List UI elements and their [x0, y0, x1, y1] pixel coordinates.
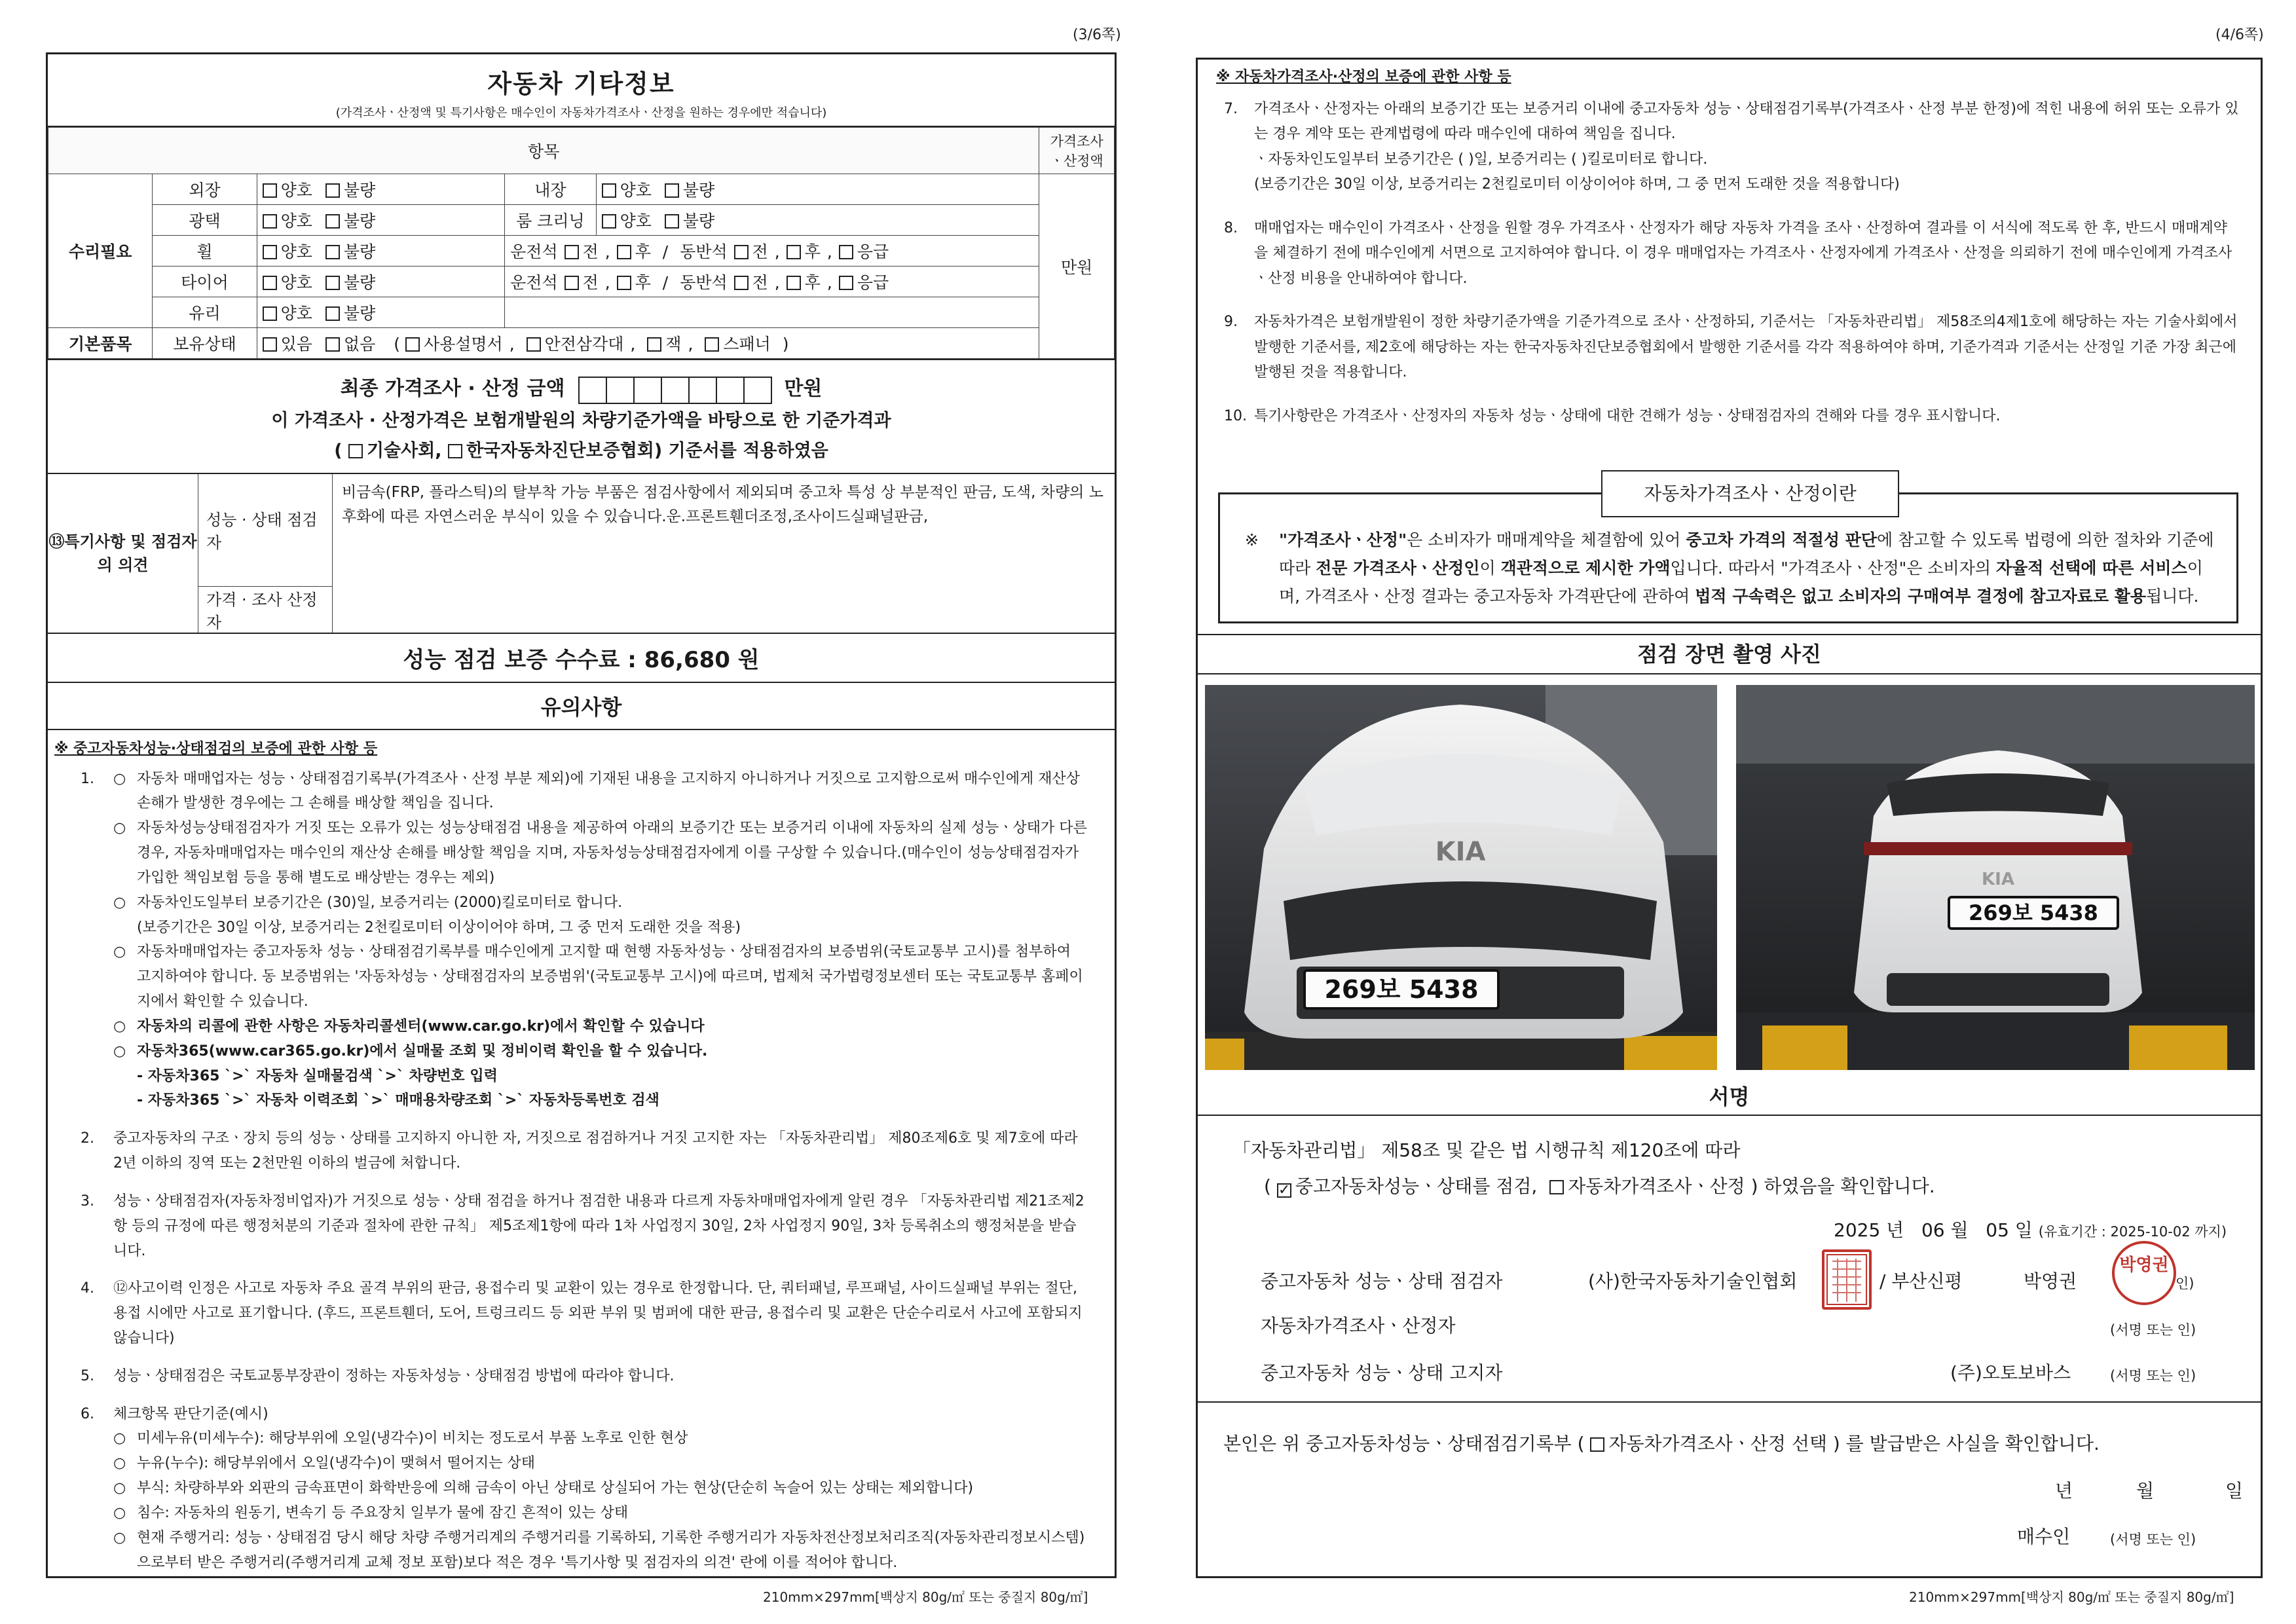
front-photo [1205, 685, 1717, 1070]
room-cleaning-checks: 양호 불량 [596, 205, 1039, 236]
notice-item-5: 5. 성능ㆍ상태점검은 국토교통부장관이 정하는 자동차성능ㆍ상태점검 방법에 따라야 합니다. [81, 1367, 675, 1384]
rear-car-illustration [1736, 685, 2255, 1070]
inspection-table [48, 127, 1115, 359]
group-basic: 기본품목 [48, 328, 153, 359]
checkbox[interactable] [565, 245, 579, 259]
tire-checks: 양호 불량 [257, 267, 504, 297]
signature-title: 서명 [1196, 1078, 2263, 1116]
inspector-seal: 박영권 [2112, 1241, 2176, 1305]
special-notes-text: 비금속(FRP, 플라스틱)의 탈부착 가능 부품은 점검사항에서 제외되며 중고차 특성 상 부분적인 판금, 도색, 차량의 노후화에 따른 자연스러운 부식이 있을 수 있습니다.운.프론트휀더조정,조사이드실패널판금, [342, 483, 1103, 525]
definition-mark: ※ [1245, 530, 1259, 549]
role-notifier: 중고자동차 성능ㆍ상태 고지자 [1261, 1362, 1503, 1384]
seal-pattern-icon [1824, 1252, 1869, 1307]
header-price: 가격조사ㆍ산정액 [1039, 128, 1115, 174]
checkbox[interactable] [565, 276, 579, 290]
checkbox[interactable] [734, 276, 749, 290]
row-polish-label: 광택 [153, 205, 257, 236]
organization-seal [1822, 1249, 1872, 1310]
receipt-statement: 본인은 위 중고자동차성능ㆍ상태점검기록부 ( 자동차가격조사ㆍ산정 선택 ) 를 발급받은 사실을 확인합니다. [1223, 1433, 2100, 1454]
checkbox[interactable] [839, 245, 853, 259]
definition-title: 자동차가격조사ㆍ산정이란 [1601, 470, 1899, 517]
checkbox[interactable] [602, 183, 616, 198]
notifier-sign: (서명 또는 인) [2110, 1368, 2196, 1384]
special-inspector-label: 성능 · 상태 점검자 [206, 511, 318, 553]
notifier-name: (주)오토보바스 [1950, 1362, 2071, 1384]
checkbox[interactable] [705, 337, 719, 352]
page-subtitle: (가격조사ㆍ산정액 및 특기사항은 매수인이 자동차가격조사ㆍ산정을 원하는 경우에만 적습니다) [335, 106, 827, 120]
checkbox[interactable] [734, 245, 749, 259]
price-notice-10: 10. 특기사항란은 가격조사ㆍ산정자의 자동차 성능ㆍ상태에 대한 견해가 성능ㆍ상태점검자의 견해와 다를 경우 표시합니다. [1224, 407, 2001, 424]
issue-date: 2025 년 06 월 05 일 (유효기간 : 2025-10-02 까지) [1834, 1219, 2227, 1241]
definition-box: ※ "가격조사ㆍ산정"은 소비자가 매매계약을 체결함에 있어 중고차 가격의 적절성 판단에 참고할 수 있도록 법령에 의한 절차와 기준에 따라 전문 가격조사ㆍ산정인이 객관적으로 제시한 가액입니다. 따라서 "가격조사ㆍ산정"은 소비자의 자율적 선택에 따른 서비스이며, 가격조사ㆍ산정 결과는 중고자동차 가격판단에 관하여 법적 구속력은 없고 소비자의 구매여부 결정에 참고자료로 활용됩니다. [1218, 492, 2238, 623]
group-repair: 수리필요 [48, 174, 153, 328]
checkbox[interactable] [263, 337, 277, 352]
row-exterior-label: 외장 [153, 174, 257, 205]
row-tire-label: 타이어 [153, 267, 257, 297]
divider [1196, 1401, 2263, 1403]
polish-checks: 양호 불량 [257, 205, 504, 236]
page-title: 자동차 기타정보 [487, 69, 675, 98]
wheel-checks: 양호 불량 [257, 236, 504, 267]
photo-section-title: 점검 장면 촬영 사진 [1196, 634, 2263, 674]
checkbox-inspect-checked[interactable] [1277, 1183, 1291, 1198]
inspector-org: (사)한국자동차기술인협회 [1588, 1270, 1798, 1292]
price-notice-8: 8. 매매업자는 매수인이 가격조사ㆍ산정을 원할 경우 가격조사ㆍ산정자가 해당 자동차 가격을 조사ㆍ산정하여 결과를 이 서식에 적도록 한 후, 반드시 매매계약을 체결하기 전에 매수인에게 서면으로 고지하여야 합니다. 이 경우 매매업자는 가격조사ㆍ산정자에게 가격조사ㆍ산정을 의뢰하기 전에 매수인에게 가격조사ㆍ산정 비용을 안내하여야 합니다. [1224, 219, 2232, 287]
checkbox[interactable] [325, 214, 340, 229]
seal-suffix: 인) [2176, 1276, 2194, 1291]
inspector-name: 박영권 [2024, 1270, 2077, 1292]
row-glass-label: 유리 [153, 297, 257, 328]
row-own-label: 보유상태 [153, 328, 257, 359]
notice-title: 유의사항 [48, 683, 1115, 730]
validity-period: (유효기간 : 2025-10-02 까지) [2038, 1224, 2227, 1240]
checkbox[interactable] [325, 245, 340, 259]
checkbox[interactable] [325, 337, 340, 352]
checkbox[interactable] [263, 214, 277, 229]
rear-license-plate: 269보 5438 [1948, 896, 2119, 930]
footer-right: 210mm×297mm[백상지 80g/㎡ 또는 중질지 80g/㎡] [1909, 1589, 2234, 1605]
header-item: 항목 [48, 128, 1039, 174]
exterior-checks: 양호 불량 [257, 174, 504, 205]
checkbox[interactable] [647, 337, 661, 352]
notice-item-1: 1. ○ 자동차 매매업자는 성능ㆍ상태점검기록부(가격조사ㆍ산정 부분 제외)에 기재된 내용을 고지하지 아니하거나 거짓으로 고지함으로써 매수인에게 재산상 손해가 발생한 경우에는 그 손해를 배상할 책임을 집니다. ○ 자동차성능상태점검자가 거짓 또는 오류가 있는 성능상태점검 내용을 제공하여 아래의 보증기간 또는 보증거리 이내에 자동차의 실제 성능ㆍ상태가 다른 경우, 자동차매매업자는 매수인의 재산상 손해를 배상할 책임을 지며, 자동차성능상태점검자에게 이를 구상할 수 있습니다.(매수인이 성능상태점검자가 가입한 책임보험 등을 통해 별도로 배상받는 경우는 제외) ○ 자동차인도일부터 보증기간은 (30)일, 보증거리는 (2000)킬로미터로 합니다. (보증기간은 30일 이상, 보증거리는 2천킬로미터 이상이어야 하며, 그 중 먼저 도래한 것을 적용) ○ 자동차매매업자는 중고자동차 성능ㆍ상태점검기록부를 매수인에게 고지할 때 현행 자동차성능ㆍ상태점검자의 보증범위(국토교통부 고시)를 첨부하여 고지하여야 합니다. 동 보증범위는 '자동차성능ㆍ상태점검자의 보증범위'(국토교통부 고시)에 따르며, 법제처 국가법령정보센터 또는 국토교통부 홈페이지에서 확인할 수 있습니다. ○ 자동차의 리콜에 관한 사항은 자동차리콜센터(www.car.go.kr)에서 확인할 수 있습니다 ○ 자동차365(www.car365.go.kr)에서 실매물 조회 및 정비이력 확인을 할 수 있습니다. - 자동차365 `>` 자동차 실매물검색 `>` 차량번호 입력 - 자동차365 `>` 자동차 이력조회 `>` 매매용차량조회 `>` 자동차등록번호 검색 [81, 770, 1087, 1109]
receipt-day-label: 일 [2225, 1480, 2244, 1502]
special-roles [198, 474, 333, 633]
notice-item-4: 4. ⑫사고이력 인정은 사고로 자동차 주요 골격 부위의 판금, 용접수리 및 교환이 있는 경우로 한정합니다. 단, 쿼터패널, 루프패널, 사이드실패널 부위는 절단, 용접 시에만 사고로 표기합니다. (후드, 프론트휀더, 도어, 트렁크리드 등 외판 부위 및 범퍼에 대한 판금, 용접수리 및 교환은 단순수리로서 사고에 포함되지 않습니다) [81, 1280, 1083, 1346]
tire-seat-checks: 운전석 전 , 후 / 동반석 전 , 후 , 응급 [505, 267, 1039, 297]
special-pricer-label: 가격 · 조사 산정자 [198, 586, 332, 633]
notice-item-2: 2. 중고자동차의 구조ㆍ장치 등의 성능ㆍ상태를 고지하지 아니한 자, 거짓으로 점검하거나 거짓 고지한 자는 「자동차관리법」 제80조제6호 및 제7호에 따라 2년 이하의 징역 또는 2천만원 이하의 벌금에 처합니다. [81, 1130, 1078, 1172]
checkbox[interactable] [665, 214, 679, 229]
wheel-seat-checks: 운전석 전 , 후 / 동반석 전 , 후 , 응급 [505, 236, 1039, 267]
special-notes-section [48, 474, 1115, 634]
checkbox[interactable] [665, 183, 679, 198]
checkbox-price[interactable] [1549, 1180, 1564, 1194]
checkbox[interactable] [263, 306, 277, 321]
front-license-plate: 269보 5438 [1303, 969, 1500, 1010]
basis-line-2: ( 기술사회, 한국자동차진단보증협회) 기준서를 적용하였음 [334, 440, 828, 461]
final-price-unit: 만원 [784, 377, 823, 400]
basis-line-1: 이 가격조사 · 산정가격은 보험개발원의 차량기준가액을 바탕으로 한 기준가격과 [271, 411, 891, 431]
checkbox[interactable] [602, 214, 616, 229]
interior-label: 내장 [505, 174, 596, 205]
receipt-month-label: 월 [2136, 1480, 2155, 1502]
interior-checks: 양호 불량 [596, 174, 1039, 205]
checkbox[interactable] [787, 245, 801, 259]
notice-list [48, 730, 1115, 1576]
price-notice-9: 9. 자동차가격은 보험개발원이 정한 차량기준가액을 기준가격으로 조사ㆍ산정하되, 기준서는 「자동차관리법」 제58조의4제1호에 해당하는 자는 기술사회에서 발행한 기준서를, 제2호에 해당하는 자는 한국자동차진단보증협회에서 발행한 기준서를 각각 적용하여야 하며, 기준가격과 기준서는 산정일 기준 가장 최근에 발행된 것을 적용합니다. [1224, 314, 2238, 380]
basic-items-checks: 있음 없음 ( 사용설명서 , 안전삼각대 , 잭 , 스패너 ) [257, 328, 1039, 359]
price-unit: 만원 [1039, 174, 1115, 359]
room-cleaning-label: 룸 크리닝 [505, 205, 596, 236]
final-price-box [48, 359, 1115, 474]
receipt-year-label: 년 [2055, 1480, 2073, 1502]
checkbox[interactable] [325, 183, 340, 198]
confirmation-line: ( ✓ 중고자동차성능ㆍ상태를 점검, 자동차가격조사ㆍ산정 ) 하였음을 확인합니다. [1264, 1172, 1935, 1198]
notice-item-6: 6. 체크항목 판단기준(예시) ○ 미세누유(미세누수): 해당부위에 오일(냉각수)이 비치는 정도로서 부품 노후로 인한 현상 ○ 누유(누수): 해당부위에서 오일(냉각수)이 맺혀서 떨어지는 상태 ○ 부식: 차량하부와 외판의 금속표면이 화학반응에 의해 금속이 아닌 상태로 상실되어 가는 현상(단순히 녹슬어 있는 상태는 제외합니다) ○ 침수: 자동차의 원동기, 변속기 등 주요장치 일부가 물에 잠긴 흔적이 있는 상태 ○ 현재 주행거리: 성능ㆍ상태점검 당시 해당 차량 주행거리계의 주행거리를 기록하되, 기록한 주행거리가 자동차전산정보처리조직(자동차관리정보시스템)으로부터 받은 주행거리(주행거리계 교체 정보 포함)보다 적은 경우 '특기사항 및 점검자의 의견' 란에 이를 적어야 합니다. [81, 1405, 1085, 1571]
checkbox[interactable] [617, 276, 631, 290]
notice-head: ※ 중고자동차성능·상태점검의 보증에 관한 사항 등 [54, 740, 378, 757]
checkbox[interactable] [787, 276, 801, 290]
checkbox[interactable] [839, 276, 853, 290]
final-price-label: 최종 가격조사 · 산정 금액 [340, 377, 565, 400]
price-notice-list [1198, 60, 2261, 429]
svg-text:KIA: KIA [1435, 837, 1486, 867]
law-reference: 「자동차관리법」 제58조 및 같은 법 시행규칙 제120조에 따라 [1232, 1139, 1741, 1161]
checkbox-receipt-price[interactable] [1590, 1437, 1604, 1452]
price-notice-head: ※ 자동차가격조사·산정의 보증에 관한 사항 등 [1216, 69, 1511, 85]
checkbox[interactable] [263, 245, 277, 259]
footer-left: 210mm×297mm[백상지 80g/㎡ 또는 중질지 80g/㎡] [763, 1589, 1088, 1605]
row-wheel-label: 휠 [153, 236, 257, 267]
svg-text:KIA: KIA [1982, 870, 2014, 889]
checkbox-tech[interactable] [348, 444, 363, 458]
role-inspector: 중고자동차 성능ㆍ상태 점검자 [1261, 1270, 1503, 1292]
checkbox[interactable] [263, 276, 277, 290]
role-pricer: 자동차가격조사ㆍ산정자 [1261, 1315, 1456, 1337]
price-notice-7: 7. 가격조사ㆍ산정자는 아래의 보증기간 또는 보증거리 이내에 중고자동차 성능ㆍ상태점검기록부(가격조사ㆍ산정 부분 한정)에 적힌 내용에 허위 또는 오류가 있는 경우 계약 또는 관계법령에 따라 매수인에 대하여 책임을 집니다. ㆍ자동차인도일부터 보증기간은 ( )일, 보증거리는 ( )킬로미터로 합니다. (보증기간은 30일 이상, 보증거리는 2천킬로미터 이상이어야 하며, 그 중 먼저 도래한 것을 적용합니다) [1224, 100, 2239, 193]
left-page-panel [46, 52, 1117, 1578]
buyer-sign: (서명 또는 인) [2110, 1532, 2196, 1547]
front-car-illustration [1205, 685, 1717, 1070]
final-price-cells[interactable] [578, 373, 771, 406]
title-bar [48, 54, 1115, 127]
rear-photo [1736, 685, 2255, 1070]
checkbox[interactable] [617, 245, 631, 259]
page-number-right: (4/6쪽) [2215, 27, 2264, 43]
glass-checks: 양호 불량 [257, 297, 504, 328]
page-number-left: (3/6쪽) [1073, 27, 1121, 43]
inspector-branch: / 부산신평 [1879, 1270, 1963, 1292]
notice-item-3: 3. 성능ㆍ상태점검자(자동차정비업자)가 거짓으로 성능ㆍ상태 점검을 하거나 점검한 내용과 다르게 자동차매매업자에게 알린 경우 「자동차관리법 제21조제2항 등의 규정에 따른 행정처분의 기준과 절차에 관한 규칙」 제5조제1항에 따라 1차 사업정지 30일, 2차 사업정지 90일, 3차 등록취소의 행정처분을 받습니다. [81, 1192, 1084, 1259]
checkbox[interactable] [527, 337, 541, 352]
checkbox[interactable] [263, 183, 277, 198]
checkbox-kada[interactable] [448, 444, 462, 458]
pricer-sign: (서명 또는 인) [2110, 1322, 2196, 1338]
special-label: ⑬특기사항 및 점검자의 의견 [48, 474, 198, 633]
checkbox[interactable] [325, 306, 340, 321]
warranty-fee: 성능 점검 보증 수수료 : 86,680 원 [48, 634, 1115, 683]
checkbox[interactable] [325, 276, 340, 290]
checkbox[interactable] [405, 337, 420, 352]
buyer-label: 매수인 [2017, 1526, 2071, 1547]
